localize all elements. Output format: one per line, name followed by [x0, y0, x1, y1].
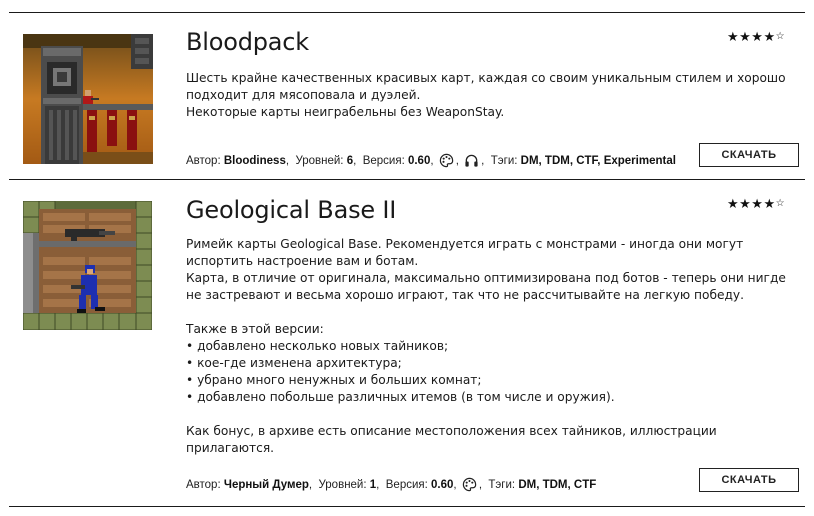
levels-label: Уровней: — [318, 478, 367, 491]
divider-top — [9, 12, 805, 13]
description-line: прилагаются. — [186, 441, 275, 455]
author-label: Автор: — [186, 478, 221, 491]
map-screenshot-bloodpack[interactable] — [23, 34, 153, 164]
rating-stars-full: ★★★★ — [727, 30, 776, 45]
rating-stars — [727, 31, 785, 46]
tags-list: DM, TDM, CTF — [518, 478, 597, 491]
map-meta: Автор: Bloodiness , Уровней: 6 , Версия: 0.60 , , , Тэги: DM, TDM, CTF, Experimental — [186, 154, 676, 167]
description-line: не застревают и весьма хорошо играют, так что не рассчитывайте на легкую победу. — [186, 288, 745, 302]
description-line: Карта, в отличие от оригинала, максимально оптимизирована под ботов - теперь они нигде — [186, 271, 786, 285]
levels-count: 6 — [346, 154, 354, 167]
map-title[interactable]: Bloodpack — [186, 28, 309, 56]
download-button[interactable]: СКАЧАТЬ — [699, 143, 799, 167]
description-line: Также в этой версии: — [186, 322, 324, 336]
palette-icon — [462, 477, 477, 492]
tags-label: Тэги: — [488, 478, 516, 491]
rating-stars-full: ★★★★ — [727, 197, 776, 212]
rating-stars — [727, 198, 785, 213]
author-name[interactable]: Черный Думер — [223, 478, 309, 491]
tags-label: Тэги: — [490, 154, 518, 167]
headphones-icon — [464, 153, 479, 168]
download-button[interactable]: СКАЧАТЬ — [699, 468, 799, 492]
description-line: испортить настроение вам и ботам. — [186, 254, 419, 268]
map-meta: Автор: Черный Думер , Уровней: 1 , Версия: 0.60 , , Тэги: DM, TDM, CTF — [186, 478, 597, 491]
description-line: Римейк карты Geological Base. Рекомендуется играть с монстрами - иногда они могут — [186, 237, 744, 251]
version-value: 0.60 — [407, 154, 431, 167]
description-line: • добавлено побольше различных итемов (в том числе и оружия). — [186, 390, 615, 404]
rating-star-empty: ☆ — [775, 198, 786, 209]
description-line: • кое-где изменена архитектура; — [186, 356, 402, 370]
description-line: Как бонус, в архиве есть описание местоположения всех тайников, иллюстрации — [186, 424, 717, 438]
description-line: • убрано много ненужных и больших комнат; — [186, 373, 482, 387]
levels-count: 1 — [369, 478, 377, 491]
description-line: • добавлено несколько новых тайников; — [186, 339, 449, 353]
palette-icon — [439, 153, 454, 168]
description-line: Некоторые карты неиграбельны без WeaponStay. — [186, 105, 505, 119]
map-title[interactable]: Geological Base II — [186, 196, 397, 224]
author-name[interactable]: Bloodiness — [223, 154, 286, 167]
divider-middle — [9, 179, 805, 180]
map-description — [186, 70, 786, 121]
paragraph-gap — [186, 406, 786, 423]
version-label: Версия: — [385, 478, 428, 491]
description-line: Шесть крайне качественных красивых карт, каждая со своим уникальным стилем и хорошо — [186, 71, 786, 85]
version-label: Версия: — [362, 154, 405, 167]
map-description — [186, 236, 786, 457]
divider-bottom — [9, 506, 805, 507]
paragraph-gap — [186, 304, 786, 321]
map-screenshot-geological-base-ii[interactable] — [23, 201, 152, 330]
rating-star-empty: ☆ — [775, 31, 786, 42]
tags-list: DM, TDM, CTF, Experimental — [520, 154, 676, 167]
version-value: 0.60 — [431, 478, 454, 491]
description-line: подходит для мясоповала и дуэлей. — [186, 88, 421, 102]
levels-label: Уровней: — [295, 154, 344, 167]
author-label: Автор: — [186, 154, 221, 167]
